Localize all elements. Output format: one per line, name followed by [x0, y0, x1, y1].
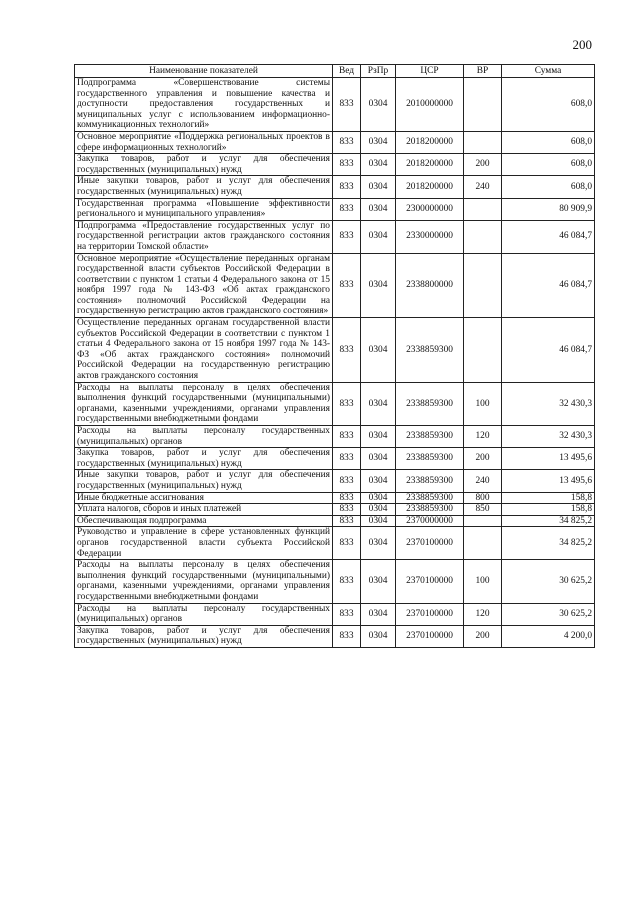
row-ved: 833 — [333, 492, 361, 504]
row-ved: 833 — [333, 131, 361, 153]
row-csr: 2338800000 — [396, 253, 464, 318]
row-ved: 833 — [333, 318, 361, 383]
header-csr: ЦСР — [396, 65, 464, 78]
row-ved: 833 — [333, 78, 361, 132]
row-vr: 850 — [464, 504, 502, 516]
table-row — [75, 318, 595, 383]
row-rzpr: 0304 — [361, 220, 396, 253]
row-csr: 2338859300 — [396, 504, 464, 516]
row-sum: 608,0 — [502, 131, 595, 153]
row-sum: 46 084,7 — [502, 318, 595, 383]
row-rzpr: 0304 — [361, 560, 396, 603]
row-vr: 200 — [464, 448, 502, 470]
row-ved: 833 — [333, 560, 361, 603]
row-csr: 2338859300 — [396, 382, 464, 425]
row-name: Руководство и управление в сфере установленных функций органов государственной власти субъекта Российской Федерации — [75, 527, 333, 560]
row-csr: 2010000000 — [396, 78, 464, 132]
row-rzpr: 0304 — [361, 176, 396, 198]
header-sum: Сумма — [502, 65, 595, 78]
row-ved: 833 — [333, 426, 361, 448]
header-rzpr: РзПр — [361, 65, 396, 78]
row-name: Расходы на выплаты персоналу в целях обеспечения выполнения функций государственными (муниципальными) органами, казенными учреждениями, органами управления государственными внебюджетными фондами — [75, 382, 333, 425]
row-name: Основное мероприятие «Осуществление переданных органам государственной власти субъектов Российской Федерации в соответствии с пунктом 1 статьи 4 Федерального закона от 15 ноября 1997 года № 143-ФЗ «Об актах гражданского состояния» полномочий Российской Федерации на государственную регистрацию актов гражданского состояния» — [75, 253, 333, 318]
row-ved: 833 — [333, 382, 361, 425]
header-name: Наименование показателей — [75, 65, 333, 78]
row-csr: 2330000000 — [396, 220, 464, 253]
row-rzpr: 0304 — [361, 198, 396, 220]
row-sum: 34 825,2 — [502, 527, 595, 560]
row-sum: 158,8 — [502, 504, 595, 516]
row-vr: 200 — [464, 625, 502, 647]
row-sum: 46 084,7 — [502, 253, 595, 318]
row-name: Обеспечивающая подпрограмма — [75, 515, 333, 527]
table-row — [75, 470, 595, 492]
row-rzpr: 0304 — [361, 492, 396, 504]
row-ved: 833 — [333, 154, 361, 176]
row-ved: 833 — [333, 220, 361, 253]
table-row — [75, 253, 595, 318]
row-sum: 80 909,9 — [502, 198, 595, 220]
row-name: Государственная программа «Повышение эффективности регионального и муниципального управления» — [75, 198, 333, 220]
row-ved: 833 — [333, 176, 361, 198]
row-csr: 2338859300 — [396, 426, 464, 448]
table-row — [75, 448, 595, 470]
row-csr: 2370100000 — [396, 527, 464, 560]
row-sum: 30 625,2 — [502, 603, 595, 625]
row-sum: 608,0 — [502, 78, 595, 132]
row-name: Закупка товаров, работ и услуг для обеспечения государственных (муниципальных) нужд — [75, 448, 333, 470]
row-csr: 2300000000 — [396, 198, 464, 220]
row-name: Подпрограмма «Предоставление государственных услуг по государственной регистрации актов гражданского состояния на территории Томской области» — [75, 220, 333, 253]
row-name: Подпрограмма «Совершенствование системы государственного управления и повышение качества и доступности предоставления государственных и муниципальных услуг с использованием информационно-коммуникационных технологий» — [75, 78, 333, 132]
row-rzpr: 0304 — [361, 625, 396, 647]
row-vr — [464, 131, 502, 153]
row-csr: 2370000000 — [396, 515, 464, 527]
row-rzpr: 0304 — [361, 78, 396, 132]
row-ved: 833 — [333, 253, 361, 318]
row-vr: 120 — [464, 603, 502, 625]
table-row — [75, 603, 595, 625]
page-number: 200 — [572, 37, 592, 52]
row-name: Осуществление переданных органам государственной власти субъектов Российской Федерации в соответствии с пунктом 1 статьи 4 Федерального закона от 15 ноября 1997 года № 143-ФЗ «Об актах гражданского состояния» полномочий Российской Федерации на государственную регистрацию актов гражданского состояния — [75, 318, 333, 383]
table-row — [75, 560, 595, 603]
row-ved: 833 — [333, 504, 361, 516]
table-row — [75, 220, 595, 253]
row-rzpr: 0304 — [361, 253, 396, 318]
row-vr: 100 — [464, 382, 502, 425]
row-rzpr: 0304 — [361, 382, 396, 425]
table-header-row — [75, 65, 595, 78]
row-rzpr: 0304 — [361, 448, 396, 470]
table-row — [75, 515, 595, 527]
table-row — [75, 154, 595, 176]
row-sum: 13 495,6 — [502, 448, 595, 470]
row-sum: 13 495,6 — [502, 470, 595, 492]
row-csr: 2338859300 — [396, 448, 464, 470]
table-row — [75, 176, 595, 198]
row-sum: 34 825,2 — [502, 515, 595, 527]
row-sum: 30 625,2 — [502, 560, 595, 603]
row-csr: 2018200000 — [396, 154, 464, 176]
row-vr: 120 — [464, 426, 502, 448]
row-sum: 158,8 — [502, 492, 595, 504]
row-csr: 2018200000 — [396, 131, 464, 153]
row-sum: 4 200,0 — [502, 625, 595, 647]
row-vr: 100 — [464, 560, 502, 603]
row-name: Основное мероприятие «Поддержка региональных проектов в сфере информационных технологий» — [75, 131, 333, 153]
row-rzpr: 0304 — [361, 318, 396, 383]
table-row — [75, 78, 595, 132]
row-name: Расходы на выплаты персоналу государственных (муниципальных) органов — [75, 603, 333, 625]
table-row — [75, 492, 595, 504]
row-sum: 32 430,3 — [502, 382, 595, 425]
row-rzpr: 0304 — [361, 426, 396, 448]
row-vr — [464, 78, 502, 132]
table-row — [75, 382, 595, 425]
row-ved: 833 — [333, 470, 361, 492]
row-vr: 800 — [464, 492, 502, 504]
row-ved: 833 — [333, 603, 361, 625]
row-name: Иные закупки товаров, работ и услуг для обеспечения государственных (муниципальных) нужд — [75, 176, 333, 198]
row-vr: 200 — [464, 154, 502, 176]
row-name: Закупка товаров, работ и услуг для обеспечения государственных (муниципальных) нужд — [75, 625, 333, 647]
row-name: Расходы на выплаты персоналу государственных (муниципальных) органов — [75, 426, 333, 448]
table-row — [75, 504, 595, 516]
row-rzpr: 0304 — [361, 504, 396, 516]
row-csr: 2338859300 — [396, 318, 464, 383]
row-ved: 833 — [333, 527, 361, 560]
row-rzpr: 0304 — [361, 470, 396, 492]
row-csr: 2338859300 — [396, 470, 464, 492]
row-ved: 833 — [333, 448, 361, 470]
row-rzpr: 0304 — [361, 154, 396, 176]
table-row — [75, 198, 595, 220]
row-vr: 240 — [464, 470, 502, 492]
row-csr: 2370100000 — [396, 603, 464, 625]
row-ved: 833 — [333, 515, 361, 527]
budget-table — [74, 64, 595, 648]
row-rzpr: 0304 — [361, 527, 396, 560]
row-name: Иные бюджетные ассигнования — [75, 492, 333, 504]
header-ved: Вед — [333, 65, 361, 78]
row-sum: 32 430,3 — [502, 426, 595, 448]
row-ved: 833 — [333, 625, 361, 647]
row-vr — [464, 527, 502, 560]
row-csr: 2018200000 — [396, 176, 464, 198]
row-vr — [464, 198, 502, 220]
row-vr: 240 — [464, 176, 502, 198]
row-name: Уплата налогов, сборов и иных платежей — [75, 504, 333, 516]
row-sum: 608,0 — [502, 176, 595, 198]
table-row — [75, 131, 595, 153]
row-name: Закупка товаров, работ и услуг для обеспечения государственных (муниципальных) нужд — [75, 154, 333, 176]
row-name: Расходы на выплаты персоналу в целях обеспечения выполнения функций государственными (муниципальными) органами, казенными учреждениями, органами управления государственными внебюджетными фондами — [75, 560, 333, 603]
row-name: Иные закупки товаров, работ и услуг для обеспечения государственных (муниципальных) нужд — [75, 470, 333, 492]
row-csr: 2370100000 — [396, 560, 464, 603]
table-row — [75, 625, 595, 647]
table-row — [75, 527, 595, 560]
row-sum: 608,0 — [502, 154, 595, 176]
row-vr — [464, 318, 502, 383]
row-csr: 2338859300 — [396, 492, 464, 504]
row-vr — [464, 253, 502, 318]
row-rzpr: 0304 — [361, 515, 396, 527]
header-vr: ВР — [464, 65, 502, 78]
row-vr — [464, 220, 502, 253]
row-ved: 833 — [333, 198, 361, 220]
row-vr — [464, 515, 502, 527]
row-rzpr: 0304 — [361, 603, 396, 625]
row-sum: 46 084,7 — [502, 220, 595, 253]
row-rzpr: 0304 — [361, 131, 396, 153]
table-row — [75, 426, 595, 448]
row-csr: 2370100000 — [396, 625, 464, 647]
